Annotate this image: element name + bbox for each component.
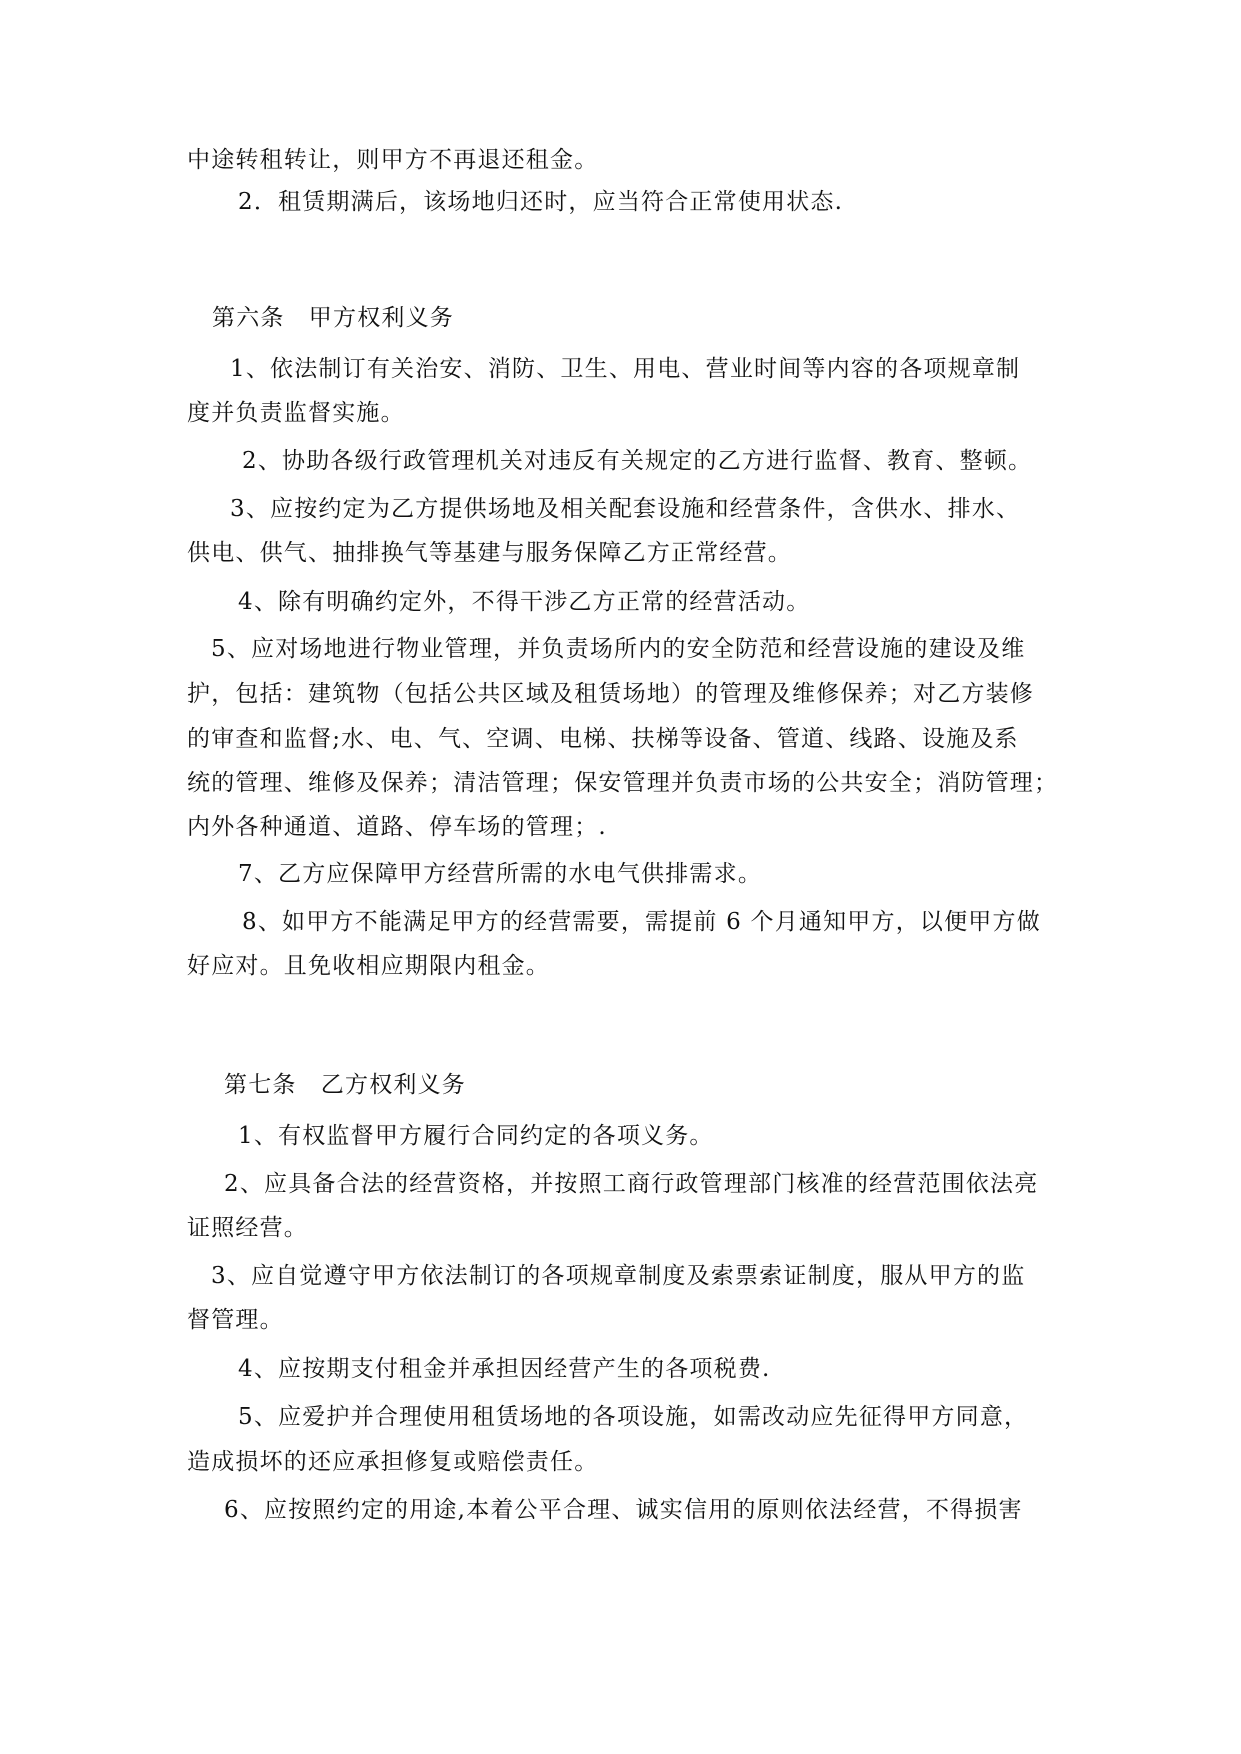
text-line: 证照经营。 bbox=[187, 1215, 308, 1241]
section-heading: 第七条 乙方权利义务 bbox=[224, 1072, 466, 1098]
text-line: 度并负责监督实施。 bbox=[187, 400, 405, 426]
section-heading: 第六条 甲方权利义务 bbox=[212, 305, 454, 331]
text-line: 供电、供气、抽排换气等基建与服务保障乙方正常经营。 bbox=[187, 540, 792, 566]
text-line: 督管理。 bbox=[187, 1307, 284, 1333]
text-line: 内外各种通道、道路、停车场的管理；. bbox=[187, 814, 607, 840]
text-line: 1、依法制订有关治安、消防、卫生、用电、营业时间等内容的各项规章制 bbox=[230, 356, 1021, 382]
text-line: 统的管理、维修及保养；清洁管理；保安管理并负责市场的公共安全；消防管理； bbox=[187, 770, 1059, 796]
text-line: 7、乙方应保障甲方经营所需的水电气供排需求。 bbox=[238, 861, 763, 887]
text-line: 2、协助各级行政管理机关对违反有关规定的乙方进行监督、教育、整顿。 bbox=[242, 448, 1033, 474]
text-line: 好应对。且免收相应期限内租金。 bbox=[187, 953, 550, 979]
text-line: 8、如甲方不能满足甲方的经营需要，需提前 6 个月通知甲方，以便甲方做 bbox=[242, 909, 1041, 935]
text-line: 5、应爱护并合理使用租赁场地的各项设施，如需改动应先征得甲方同意， bbox=[238, 1404, 1029, 1430]
text-line: 造成损坏的还应承担修复或赔偿责任。 bbox=[187, 1449, 599, 1475]
text-line: 中途转租转让，则甲方不再退还租金。 bbox=[187, 147, 599, 173]
text-line: 4、应按期支付租金并承担因经营产生的各项税费. bbox=[238, 1356, 771, 1382]
text-line: 6、应按照约定的用途,本着公平合理、诚实信用的原则依法经营，不得损害 bbox=[224, 1497, 1023, 1523]
text-line: 3、应自觉遵守甲方依法制订的各项规章制度及索票索证制度，服从甲方的监 bbox=[211, 1263, 1026, 1289]
text-line: 2、应具备合法的经营资格，并按照工商行政管理部门核准的经营范围依法亮 bbox=[224, 1171, 1039, 1197]
text-line: 4、除有明确约定外，不得干涉乙方正常的经营活动。 bbox=[238, 589, 811, 615]
text-line: 3、应按约定为乙方提供场地及相关配套设施和经营条件，含供水、排水、 bbox=[230, 496, 1021, 522]
text-line: 5、应对场地进行物业管理，并负责场所内的安全防范和经营设施的建设及维 bbox=[211, 636, 1026, 662]
text-line: 护，包括：建筑物（包括公共区域及租赁场地）的管理及维修保养；对乙方装修 bbox=[187, 681, 1034, 707]
text-line: 的审查和监督;水、电、气、空调、电梯、扶梯等设备、管道、线路、设施及系 bbox=[187, 726, 1019, 752]
text-line: 2．租赁期满后，该场地归还时，应当符合正常使用状态. bbox=[238, 189, 844, 215]
text-line: 1、有权监督甲方履行合同约定的各项义务。 bbox=[238, 1123, 714, 1149]
